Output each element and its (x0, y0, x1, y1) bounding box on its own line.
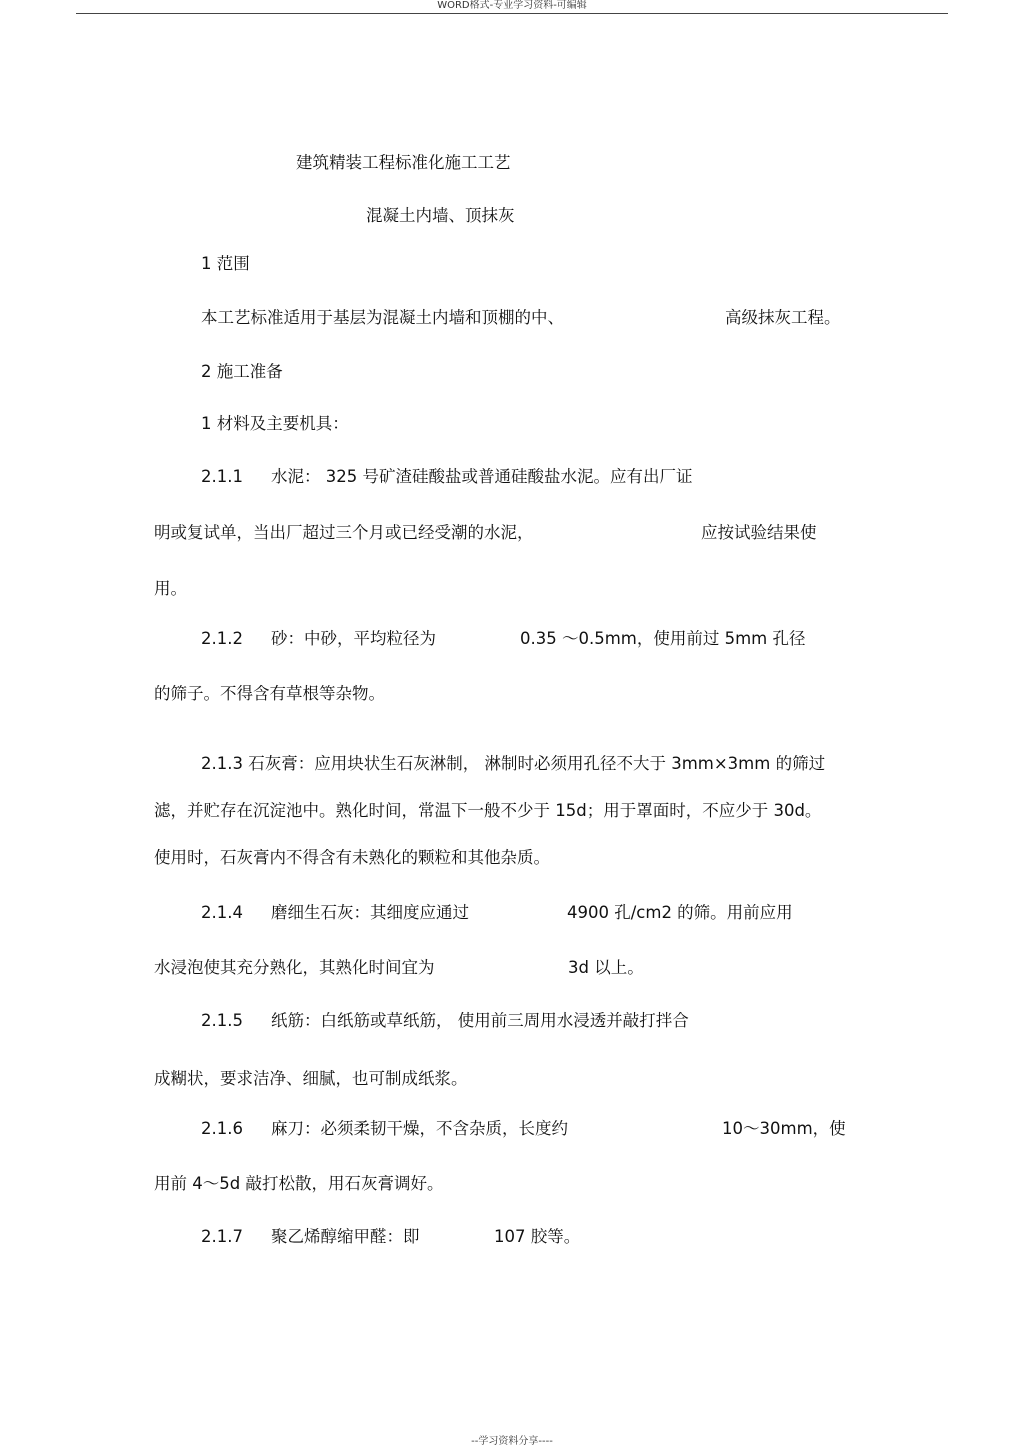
item-2-1-5-line-1: 纸筋：白纸筋或草纸筋， 使用前三周用水浸透并敲打拌合 (271, 1011, 689, 1030)
item-number: 2.1.7 (201, 1227, 243, 1246)
item-2-1-4-line-2b: 3d 以上。 (568, 958, 644, 977)
section-1-body-b: 高级抹灰工程。 (725, 308, 841, 327)
item-2-1-1-line-2a: 明或复试单，当出厂超过三个月或已经受潮的水泥， (154, 523, 534, 542)
section-1-body-a: 本工艺标准适用于基层为混凝土内墙和顶棚的中、 (201, 308, 564, 327)
item-number: 2.1.4 (201, 903, 243, 922)
section-2-heading: 2 施工准备 (201, 362, 283, 381)
item-2-1-6-line-2: 用前 4～5d 敲打松散，用石灰膏调好。 (154, 1174, 444, 1193)
page-footer: --学习资料分享---- (471, 1436, 553, 1447)
item-2-1-3-line-1: 2.1.3 石灰膏：应用块状生石灰淋制， 淋制时必须用孔径不大于 3mm×3mm 的筛过 (201, 754, 826, 773)
page-header: WORD格式-专业学习资料-可编辑 (437, 0, 587, 11)
item-number: 2.1.1 (201, 467, 243, 486)
item-2-1-1-line-3: 用。 (154, 579, 187, 598)
section-1-heading: 1 范围 (201, 254, 250, 273)
item-number: 2.1.5 (201, 1011, 243, 1030)
item-2-1-3-line-2: 滤，并贮存在沉淀池中。熟化时间，常温下一般不少于 15d；用于罩面时，不应少于 30d。 (154, 801, 822, 820)
item-2-1-4-line-1b: 4900 孔/cm2 的筛。用前应用 (567, 903, 793, 922)
item-number: 2.1.6 (201, 1119, 243, 1138)
document-subtitle: 混凝土内墙、顶抹灰 (366, 206, 515, 225)
item-2-1-7-line-1b: 107 胶等。 (494, 1227, 581, 1246)
item-2-1-1-line-2b: 应按试验结果使 (701, 523, 817, 542)
subsection-2-1-heading: 1 材料及主要机具： (201, 414, 349, 433)
item-2-1-5-line-2: 成糊状，要求洁净、细腻，也可制成纸浆。 (154, 1069, 468, 1088)
item-2-1-1-line-1: 水泥： 325 号矿渣硅酸盐或普通硅酸盐水泥。应有出厂证 (271, 467, 693, 486)
item-2-1-6-line-1b: 10～30mm，使 (722, 1119, 846, 1138)
item-2-1-2-line-2: 的筛子。不得含有草根等杂物。 (154, 684, 385, 703)
document-title: 建筑精装工程标准化施工工艺 (296, 153, 511, 172)
header-rule (76, 13, 948, 14)
item-2-1-2-line-1a: 砂：中砂，平均粒径为 (271, 629, 436, 648)
item-2-1-7-line-1a: 聚乙烯醇缩甲醛：即 (271, 1227, 420, 1246)
item-2-1-4-line-1a: 磨细生石灰：其细度应通过 (271, 903, 469, 922)
item-2-1-4-line-2a: 水浸泡使其充分熟化，其熟化时间宜为 (154, 958, 435, 977)
item-2-1-6-line-1a: 麻刀：必须柔韧干燥，不含杂质，长度约 (271, 1119, 568, 1138)
item-number: 2.1.2 (201, 629, 243, 648)
item-2-1-3-line-3: 使用时，石灰膏内不得含有未熟化的颗粒和其他杂质。 (154, 848, 550, 867)
item-2-1-2-line-1b: 0.35 ～0.5mm，使用前过 5mm 孔径 (520, 629, 806, 648)
